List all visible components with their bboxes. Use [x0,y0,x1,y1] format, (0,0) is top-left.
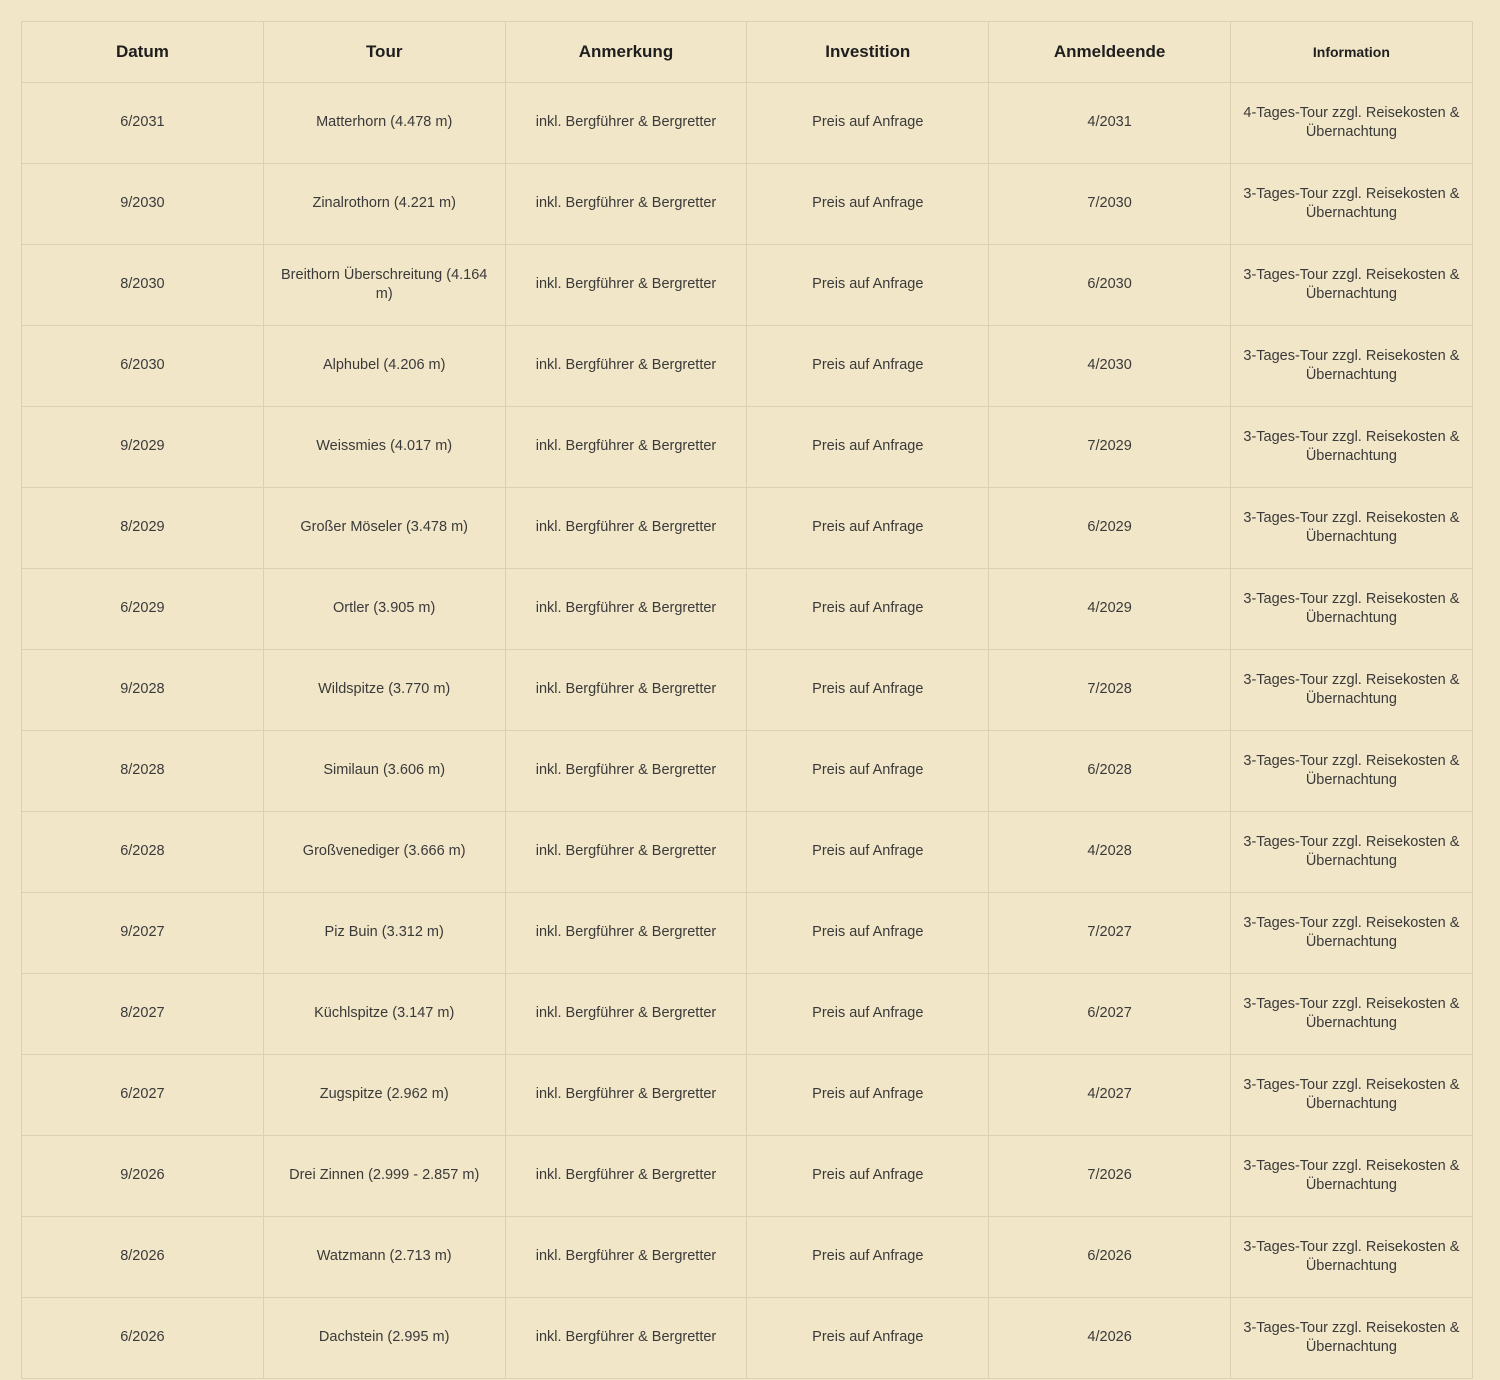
cell-anmerkung: inkl. Bergführer & Bergretter [505,1217,747,1298]
cell-anmerkung: inkl. Bergführer & Bergretter [505,974,747,1055]
cell-information: 3-Tages-Tour zzgl. Reisekosten & Übernachtung [1230,326,1472,407]
cell-anmeldeende: 6/2030 [989,245,1231,326]
table-row [22,83,1473,164]
cell-datum: 9/2030 [22,164,264,245]
table-body [22,83,1473,1379]
cell-anmeldeende: 4/2027 [989,1055,1231,1136]
cell-tour: Breithorn Überschreitung (4.164 m) [263,245,505,326]
cell-anmeldeende: 6/2028 [989,731,1231,812]
cell-tour: Drei Zinnen (2.999 - 2.857 m) [263,1136,505,1217]
table-row [22,650,1473,731]
table-row [22,893,1473,974]
cell-datum: 6/2031 [22,83,264,164]
cell-anmeldeende: 6/2027 [989,974,1231,1055]
cell-datum: 9/2027 [22,893,264,974]
cell-investition: Preis auf Anfrage [747,812,989,893]
table-row [22,407,1473,488]
cell-anmeldeende: 4/2028 [989,812,1231,893]
cell-information: 3-Tages-Tour zzgl. Reisekosten & Übernachtung [1230,893,1472,974]
cell-information: 3-Tages-Tour zzgl. Reisekosten & Übernachtung [1230,974,1472,1055]
cell-tour: Küchlspitze (3.147 m) [263,974,505,1055]
cell-information: 4-Tages-Tour zzgl. Reisekosten & Übernachtung [1230,83,1472,164]
cell-anmerkung: inkl. Bergführer & Bergretter [505,407,747,488]
cell-investition: Preis auf Anfrage [747,488,989,569]
cell-anmeldeende: 7/2026 [989,1136,1231,1217]
table-header [22,22,1473,83]
cell-information: 3-Tages-Tour zzgl. Reisekosten & Übernachtung [1230,812,1472,893]
header-anmerkung: Anmerkung [505,22,747,83]
cell-anmerkung: inkl. Bergführer & Bergretter [505,893,747,974]
cell-anmerkung: inkl. Bergführer & Bergretter [505,1298,747,1379]
cell-information: 3-Tages-Tour zzgl. Reisekosten & Übernachtung [1230,164,1472,245]
table-row [22,1217,1473,1298]
cell-anmeldeende: 4/2031 [989,83,1231,164]
cell-tour: Piz Buin (3.312 m) [263,893,505,974]
cell-anmerkung: inkl. Bergführer & Bergretter [505,650,747,731]
cell-anmeldeende: 7/2029 [989,407,1231,488]
cell-tour: Wildspitze (3.770 m) [263,650,505,731]
cell-anmerkung: inkl. Bergführer & Bergretter [505,326,747,407]
table-row [22,974,1473,1055]
cell-anmeldeende: 7/2027 [989,893,1231,974]
cell-investition: Preis auf Anfrage [747,1055,989,1136]
cell-anmerkung: inkl. Bergführer & Bergretter [505,245,747,326]
cell-investition: Preis auf Anfrage [747,893,989,974]
cell-tour: Dachstein (2.995 m) [263,1298,505,1379]
cell-investition: Preis auf Anfrage [747,407,989,488]
cell-investition: Preis auf Anfrage [747,326,989,407]
cell-tour: Alphubel (4.206 m) [263,326,505,407]
cell-tour: Zinalrothorn (4.221 m) [263,164,505,245]
cell-anmeldeende: 7/2030 [989,164,1231,245]
cell-information: 3-Tages-Tour zzgl. Reisekosten & Übernachtung [1230,1298,1472,1379]
table-row [22,1136,1473,1217]
cell-anmerkung: inkl. Bergführer & Bergretter [505,1136,747,1217]
table-row [22,488,1473,569]
table-row [22,812,1473,893]
table-row [22,569,1473,650]
cell-datum: 6/2029 [22,569,264,650]
cell-tour: Watzmann (2.713 m) [263,1217,505,1298]
cell-investition: Preis auf Anfrage [747,1298,989,1379]
cell-information: 3-Tages-Tour zzgl. Reisekosten & Übernachtung [1230,245,1472,326]
table-row [22,164,1473,245]
cell-tour: Ortler (3.905 m) [263,569,505,650]
cell-anmeldeende: 6/2026 [989,1217,1231,1298]
cell-datum: 8/2029 [22,488,264,569]
tour-table [21,21,1473,1379]
cell-investition: Preis auf Anfrage [747,974,989,1055]
cell-anmeldeende: 6/2029 [989,488,1231,569]
table-row [22,326,1473,407]
cell-anmeldeende: 4/2026 [989,1298,1231,1379]
cell-investition: Preis auf Anfrage [747,245,989,326]
cell-investition: Preis auf Anfrage [747,83,989,164]
table-row [22,731,1473,812]
cell-information: 3-Tages-Tour zzgl. Reisekosten & Übernachtung [1230,1217,1472,1298]
cell-datum: 6/2028 [22,812,264,893]
cell-datum: 6/2030 [22,326,264,407]
cell-tour: Großer Möseler (3.478 m) [263,488,505,569]
cell-datum: 8/2030 [22,245,264,326]
cell-tour: Matterhorn (4.478 m) [263,83,505,164]
header-information: Information [1230,22,1472,83]
cell-information: 3-Tages-Tour zzgl. Reisekosten & Übernachtung [1230,488,1472,569]
cell-datum: 8/2026 [22,1217,264,1298]
cell-information: 3-Tages-Tour zzgl. Reisekosten & Übernachtung [1230,407,1472,488]
cell-datum: 8/2027 [22,974,264,1055]
table-row [22,1298,1473,1379]
header-anmeldeende: Anmeldeende [989,22,1231,83]
tour-table-container [21,21,1472,1379]
cell-information: 3-Tages-Tour zzgl. Reisekosten & Übernachtung [1230,731,1472,812]
cell-anmerkung: inkl. Bergführer & Bergretter [505,1055,747,1136]
cell-anmerkung: inkl. Bergführer & Bergretter [505,164,747,245]
cell-investition: Preis auf Anfrage [747,650,989,731]
cell-anmeldeende: 4/2029 [989,569,1231,650]
cell-information: 3-Tages-Tour zzgl. Reisekosten & Übernachtung [1230,1055,1472,1136]
table-row [22,245,1473,326]
cell-information: 3-Tages-Tour zzgl. Reisekosten & Übernachtung [1230,650,1472,731]
header-investition: Investition [747,22,989,83]
cell-datum: 9/2028 [22,650,264,731]
cell-investition: Preis auf Anfrage [747,731,989,812]
cell-anmerkung: inkl. Bergführer & Bergretter [505,488,747,569]
header-row [22,22,1473,83]
cell-investition: Preis auf Anfrage [747,164,989,245]
cell-investition: Preis auf Anfrage [747,569,989,650]
cell-anmerkung: inkl. Bergführer & Bergretter [505,812,747,893]
cell-tour: Großvenediger (3.666 m) [263,812,505,893]
cell-datum: 6/2026 [22,1298,264,1379]
cell-information: 3-Tages-Tour zzgl. Reisekosten & Übernachtung [1230,1136,1472,1217]
cell-anmerkung: inkl. Bergführer & Bergretter [505,83,747,164]
header-datum: Datum [22,22,264,83]
cell-tour: Weissmies (4.017 m) [263,407,505,488]
cell-datum: 6/2027 [22,1055,264,1136]
cell-datum: 9/2029 [22,407,264,488]
cell-anmerkung: inkl. Bergführer & Bergretter [505,731,747,812]
cell-tour: Zugspitze (2.962 m) [263,1055,505,1136]
cell-datum: 9/2026 [22,1136,264,1217]
cell-investition: Preis auf Anfrage [747,1136,989,1217]
header-tour: Tour [263,22,505,83]
cell-datum: 8/2028 [22,731,264,812]
cell-anmerkung: inkl. Bergführer & Bergretter [505,569,747,650]
cell-anmeldeende: 7/2028 [989,650,1231,731]
cell-anmeldeende: 4/2030 [989,326,1231,407]
cell-investition: Preis auf Anfrage [747,1217,989,1298]
cell-tour: Similaun (3.606 m) [263,731,505,812]
table-row [22,1055,1473,1136]
cell-information: 3-Tages-Tour zzgl. Reisekosten & Übernachtung [1230,569,1472,650]
